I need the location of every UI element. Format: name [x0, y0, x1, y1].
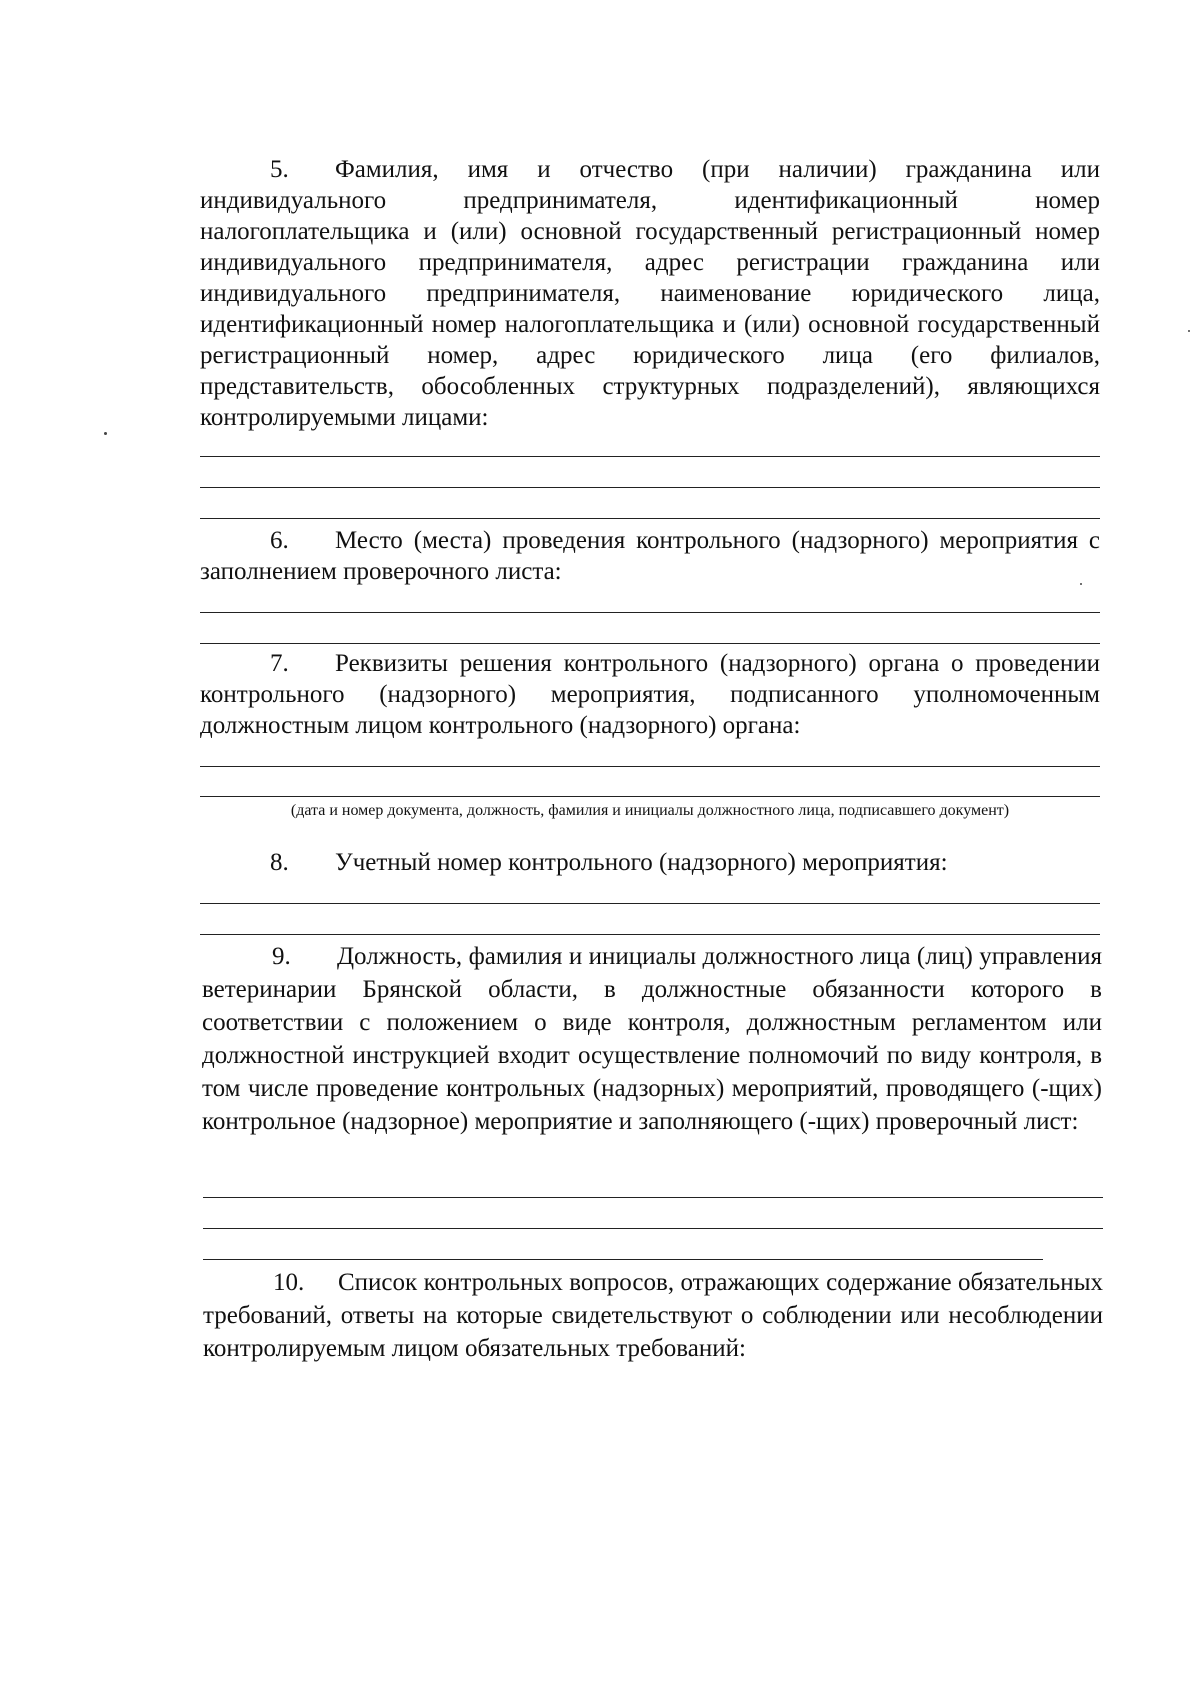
section-5-fill-line-3[interactable] — [200, 518, 1100, 519]
scan-speck — [1188, 330, 1190, 332]
section-9-number: 9. — [272, 943, 291, 970]
section-5 — [200, 154, 1100, 433]
section-5-paragraph — [200, 154, 1100, 433]
section-9-fill-line-2[interactable] — [203, 1228, 1103, 1229]
section-9-text: Должность, фамилия и инициалы должностного лица (лиц) управления ветеринарии Брянской области, в должностные обязанности которого в соответствии с положением о виде контроля, должностным регламентом или должностной инструкцией входит осуществление полномочий по виду контроля, в том числе проведение контрольных (надзорных) мероприятий, проводящего (-щих) контрольное (надзорное) мероприятие и заполняющего (-щих) проверочный лист: — [202, 943, 1102, 1135]
section-8-fill-line-2[interactable] — [200, 934, 1100, 935]
section-7-caption: (дата и номер документа, должность, фамилия и инициалы должностного лица, подписавшего документ) — [290, 802, 1010, 819]
section-6-number: 6. — [270, 527, 289, 554]
section-9-fill-line-1[interactable] — [203, 1197, 1103, 1198]
section-9 — [202, 940, 1102, 1138]
scan-speck — [1080, 583, 1082, 585]
section-8 — [200, 847, 1100, 878]
section-7 — [200, 648, 1100, 741]
section-9-fill-line-3[interactable] — [203, 1259, 1043, 1260]
section-8-paragraph — [200, 847, 1100, 878]
section-7-text: Реквизиты решения контрольного (надзорного) органа о проведении контрольного (надзорного) мероприятия, подписанного уполномоченным должностным лицом контрольного (надзорного) органа: — [200, 650, 1100, 739]
section-10-paragraph — [203, 1266, 1103, 1365]
section-7-fill-line-2[interactable] — [200, 796, 1100, 797]
section-6-fill-line-2[interactable] — [200, 643, 1100, 644]
section-10-text: Список контрольных вопросов, отражающих содержание обязательных требований, ответы на которые свидетельствуют о соблюдении или несоблюдении контролируемым лицом обязательных требований: — [203, 1269, 1103, 1362]
section-5-fill-line-1[interactable] — [200, 456, 1100, 457]
section-6-text: Место (места) проведения контрольного (надзорного) мероприятия с заполнением проверочного листа: — [200, 527, 1100, 585]
section-6 — [200, 525, 1100, 587]
scan-speck — [104, 432, 107, 435]
section-7-fill-line-1[interactable] — [200, 766, 1100, 767]
section-10-number: 10. — [273, 1269, 305, 1296]
section-9-paragraph — [202, 940, 1102, 1138]
section-8-number: 8. — [270, 849, 289, 876]
section-5-text: Фамилия, имя и отчество (при наличии) гражданина или индивидуального предпринимателя, идентификационный номер налогоплательщика и (или) основной государственный регистрационный номер индивидуального предпринимателя, адрес регистрации гражданина или индивидуального предпринимателя, наименование юридического лица, идентификационный номер налогоплательщика и (или) основной государственный регистрационный номер, адрес юридического лица (его филиалов, представительств, обособленных структурных подразделений), являющихся контролируемыми лицами: — [200, 156, 1100, 431]
section-6-paragraph — [200, 525, 1100, 587]
section-5-fill-line-2[interactable] — [200, 487, 1100, 488]
section-10 — [203, 1266, 1103, 1365]
section-8-text: Учетный номер контрольного (надзорного) мероприятия: — [335, 849, 948, 876]
section-5-number: 5. — [270, 156, 289, 183]
section-6-fill-line-1[interactable] — [200, 612, 1100, 613]
section-7-paragraph — [200, 648, 1100, 741]
section-7-number: 7. — [270, 650, 289, 677]
section-8-fill-line-1[interactable] — [200, 903, 1100, 904]
